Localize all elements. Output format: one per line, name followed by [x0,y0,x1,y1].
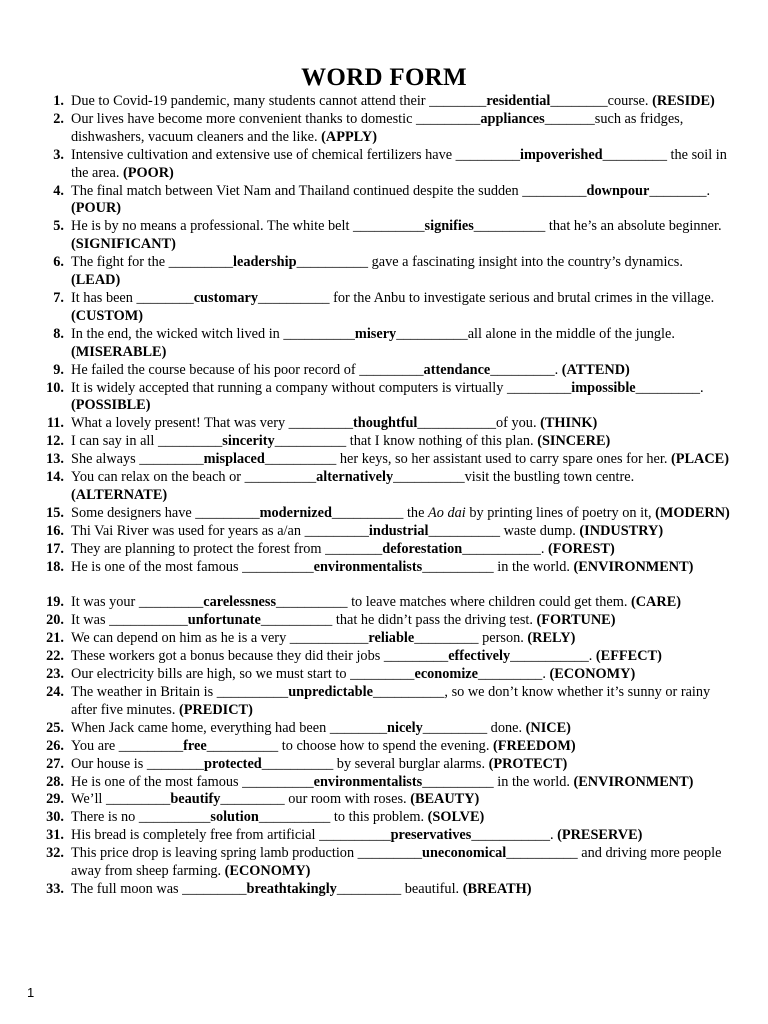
exercise-item [28,469,733,505]
exercise-item [28,415,733,433]
exercise-item [28,93,733,111]
exercise-item [28,827,733,845]
exercise-item [28,738,733,756]
sentence-text: __________ and driving more people away from sheep farming. [71,845,722,880]
sentence-text: There is no __________ [71,809,211,826]
exercise-item [28,756,733,774]
exercise-item [28,809,733,827]
root-word-hint: (PRESERVE) [557,827,643,844]
root-word-hint: (BREATH) [462,880,532,897]
answer-word: misplaced [203,451,265,468]
root-word-hint: (SOLVE) [427,809,485,826]
item-number: 19. [46,594,64,611]
answer-word: customary [193,289,259,306]
answer-word: residential [486,93,551,109]
root-word-hint: (SINCERE) [537,433,611,450]
root-word-hint: (EFFECT) [595,648,662,665]
root-word-hint: (POUR) [71,200,122,217]
root-word-hint: (MODERN) [655,504,730,521]
sentence-text: He is one of the most famous __________ [71,773,314,790]
sentence-text: I can say in all _________ [71,433,223,450]
exercise-item [28,290,733,326]
sentence-text: He is by no means a professional. The white belt __________ [71,218,425,235]
answer-word: downpour [586,182,650,199]
answer-word: protected [204,755,262,772]
answer-word: unfortunate [187,612,261,629]
sentence-text: __________ that he’s an absolute beginner. [473,218,722,235]
sentence-text: _______such as fridges, dishwashers, vacuum cleaners and the like. [71,110,684,145]
item-number: 20. [46,612,64,629]
exercise-item [28,720,733,738]
item-number: 30. [46,809,64,826]
answer-word: free [183,737,207,754]
exercise-item [28,362,733,380]
answer-word: carelessness [203,594,277,611]
sentence-text: __________, so we don’t know whether it’s sunny or rainy after five minutes. [71,684,711,718]
page-title: WORD FORM [301,64,467,91]
item-number: 5. [53,218,64,235]
sentence-text: by printing lines of poetry on it, [465,504,656,521]
sentence-text: She always _________ [71,451,204,468]
sentence-text: The final match between Viet Nam and Thailand continued despite the sudden _________ [71,182,587,199]
answer-word: beautify [170,791,221,808]
root-word-hint: (ENVIRONMENT) [573,773,694,790]
sentence-text: It is widely accepted that running a company without computers is virtually _________ [71,379,572,396]
root-word-hint: (CARE) [630,594,682,611]
exercise-item [28,791,733,809]
exercise-item [28,648,733,666]
root-word-hint: (ALTERNATE) [71,486,168,503]
sentence-text: We’ll _________ [71,791,171,808]
root-word-hint: (FOREST) [548,540,615,557]
root-word-hint: (PREDICT) [178,701,253,718]
sentence-text: _________. [477,666,550,683]
sentence-text: __________ that I know nothing of this plan. [274,433,538,450]
sentence-text: __________ her keys, so her assistant used to carry spare ones for her. [264,451,671,468]
answer-word: reliable [368,630,415,647]
sentence-text: __________all alone in the middle of the jungle. [396,325,675,342]
sentence-text: __________ to this problem. [258,809,428,826]
item-number: 1. [53,93,64,109]
sentence-text: It was ___________ [71,612,188,629]
sentence-text: Our house is ________ [71,755,205,772]
root-word-hint: (BEAUTY) [410,791,480,808]
root-word-hint: (FREEDOM) [492,737,576,754]
item-number: 28. [46,773,64,790]
sentence-text: _________. [490,361,562,378]
exercise-list [28,93,733,899]
item-number: 15. [46,504,64,521]
exercise-item [28,559,733,577]
item-number: 8. [53,325,64,342]
exercise-item [28,666,733,684]
item-number: 11. [46,415,64,432]
sentence-text: __________ that he didn’t pass the driving test. [260,612,537,629]
root-word-hint: (SIGNIFICANT) [71,236,176,253]
root-word-hint: (RESIDE) [652,93,715,109]
exercise-item [28,594,733,612]
answer-word: thoughtful [353,415,418,432]
item-number: 25. [46,719,64,736]
root-word-hint: (ENVIRONMENT) [573,558,694,575]
item-number: 27. [46,755,64,772]
item-number: 12. [46,433,64,450]
sentence-text: Thi Vai River was used for years as a/an _________ [71,522,369,539]
item-number: 31. [46,827,64,844]
answer-word: deforestation [382,540,463,557]
answer-word: appliances [480,110,545,127]
answer-word: misery [354,325,397,342]
sentence-text: ________. [649,182,711,199]
exercise-item [28,845,733,881]
sentence-text: He failed the course because of his poor record of _________ [71,361,424,378]
sentence-text: __________ gave a fascinating insight into the country’s dynamics. [296,254,683,271]
exercise-item [28,380,733,416]
sentence-text: Due to Covid-19 pandemic, many students cannot attend their ________ [71,93,487,109]
answer-word: signifies [424,218,474,235]
answer-word: impoverished [520,146,603,163]
answer-word: modernized [259,504,332,521]
answer-word: leadership [233,254,297,271]
sentence-text: __________ for the Anbu to investigate serious and brutal crimes in the village. [258,289,715,306]
sentence-text: __________ to leave matches where children could get them. [276,594,631,611]
exercise-item [28,111,733,147]
sentence-text: The weather in Britain is __________ [71,684,289,700]
item-number: 6. [53,254,64,271]
root-word-hint: (LEAD) [71,272,121,289]
answer-word: nicely [387,719,423,736]
sentence-text: _________ the soil in the area. [71,146,727,181]
sentence-text: He is one of the most famous __________ [71,558,314,575]
sentence-text: You are _________ [71,737,184,754]
root-word-hint: (ECONOMY) [549,666,636,683]
root-word-hint: (POSSIBLE) [71,397,151,414]
sentence-text: It was your _________ [71,594,204,611]
root-word-hint: (THINK) [540,415,598,432]
exercise-item [28,541,733,559]
answer-word: preservatives [390,827,472,844]
root-word-hint: (ATTEND) [561,361,630,378]
answer-word: breathtakingly [246,880,337,897]
item-number: 33. [46,880,64,897]
sentence-text: ________course. [550,93,653,109]
sentence-text: Our electricity bills are high, so we must start to _________ [71,666,415,683]
item-number: 4. [53,182,64,199]
item-number: 13. [46,451,64,468]
sentence-text: It has been ________ [71,289,194,306]
root-word-hint: (NICE) [525,719,571,736]
item-number: 23. [46,666,64,683]
exercise-item [28,218,733,254]
exercise-item [28,451,733,469]
item-number: 17. [46,540,64,557]
exercise-item [28,774,733,792]
answer-word: industrial [368,522,429,539]
root-word-hint: (PROTECT) [488,755,568,772]
sentence-text: In the end, the wicked witch lived in __________ [71,325,355,342]
exercise-item [28,183,733,219]
sentence-text: This price drop is leaving spring lamb production _________ [71,845,423,862]
item-number: 22. [46,648,64,665]
item-number: 2. [53,110,64,127]
root-word-hint: (MISERABLE) [71,343,167,360]
sentence-text: When Jack came home, everything had been ________ [71,719,388,736]
sentence-text: __________ waste dump. [428,522,580,539]
sentence-text: The fight for the _________ [71,254,233,271]
root-word-hint: (POOR) [123,164,174,181]
item-number: 9. [53,361,64,378]
exercise-item [28,254,733,290]
sentence-text: __________ in the world. [422,773,574,790]
root-word-hint: (APPLY) [321,128,377,145]
item-number: 29. [46,791,64,808]
sentence-text: These workers got a bonus because they did their jobs _________ [71,648,449,665]
item-number: 32. [46,845,64,862]
item-number: 24. [46,684,64,700]
sentence-text: His bread is completely free from artificial __________ [71,827,391,844]
section-spacer [28,576,733,594]
root-word-hint: (FORTUNE) [536,612,616,629]
item-number: 18. [46,558,64,575]
item-number: 10. [46,379,64,396]
root-word-hint: (PLACE) [670,451,729,468]
item-number: 26. [46,737,64,754]
exercise-item [28,523,733,541]
italic-term: Ao dai [428,504,466,521]
sentence-text: ___________of you. [417,415,541,432]
sentence-text: ___________. [510,648,596,665]
sentence-text: We can depend on him as he is a very ___________ [71,630,369,647]
exercise-item [28,433,733,451]
sentence-text: _________ person. [414,630,528,647]
sentence-text: They are planning to protect the forest from ________ [71,540,383,557]
answer-word: environmentalists [313,558,423,575]
root-word-hint: (RELY) [527,630,576,647]
answer-word: effectively [448,648,511,665]
exercise-item [28,881,733,899]
item-number: 7. [53,289,64,306]
answer-word: environmentalists [313,773,423,790]
answer-word: alternatively [316,469,394,486]
sentence-text: _________. [635,379,704,396]
page-number: 1 [27,985,35,1000]
sentence-text: __________ in the world. [422,558,574,575]
sentence-text: __________ by several burglar alarms. [261,755,489,772]
exercise-item [28,612,733,630]
answer-word: sincerity [222,433,275,450]
sentence-text: Some designers have _________ [71,504,260,521]
answer-word: unpredictable [288,684,373,700]
sentence-text: ___________. [471,827,558,844]
root-word-hint: (INDUSTRY) [579,522,664,539]
exercise-item [28,147,733,183]
sentence-text: ___________. [462,540,548,557]
sentence-text: Intensive cultivation and extensive use of chemical fertilizers have _________ [71,146,521,163]
exercise-item [28,630,733,648]
sentence-text: The full moon was _________ [71,880,247,897]
sentence-text: You can relax on the beach or __________ [71,469,317,486]
sentence-text: _________ done. [422,719,526,736]
exercise-item [28,505,733,523]
sentence-text: What a lovely present! That was very _________ [71,415,354,432]
sentence-text: _________ our room with roses. [220,791,411,808]
sentence-text: _________ beautiful. [336,880,463,897]
sentence-text: __________visit the bustling town centre. [393,469,635,486]
answer-word: uneconomical [422,845,507,862]
item-number: 16. [46,522,64,539]
answer-word: impossible [571,379,636,396]
answer-word: economize [414,666,478,683]
exercise-item [28,684,733,720]
answer-word: attendance [423,361,491,378]
item-number: 21. [46,630,64,647]
sentence-text: __________ the [331,504,429,521]
answer-word: solution [210,809,259,826]
item-number: 3. [53,146,64,163]
item-number: 14. [46,469,64,486]
root-word-hint: (CUSTOM) [71,307,144,324]
root-word-hint: (ECONOMY) [224,863,311,880]
sentence-text: Our lives have become more convenient thanks to domestic _________ [71,110,481,127]
exercise-item [28,326,733,362]
sentence-text: __________ to choose how to spend the evening. [206,737,493,754]
